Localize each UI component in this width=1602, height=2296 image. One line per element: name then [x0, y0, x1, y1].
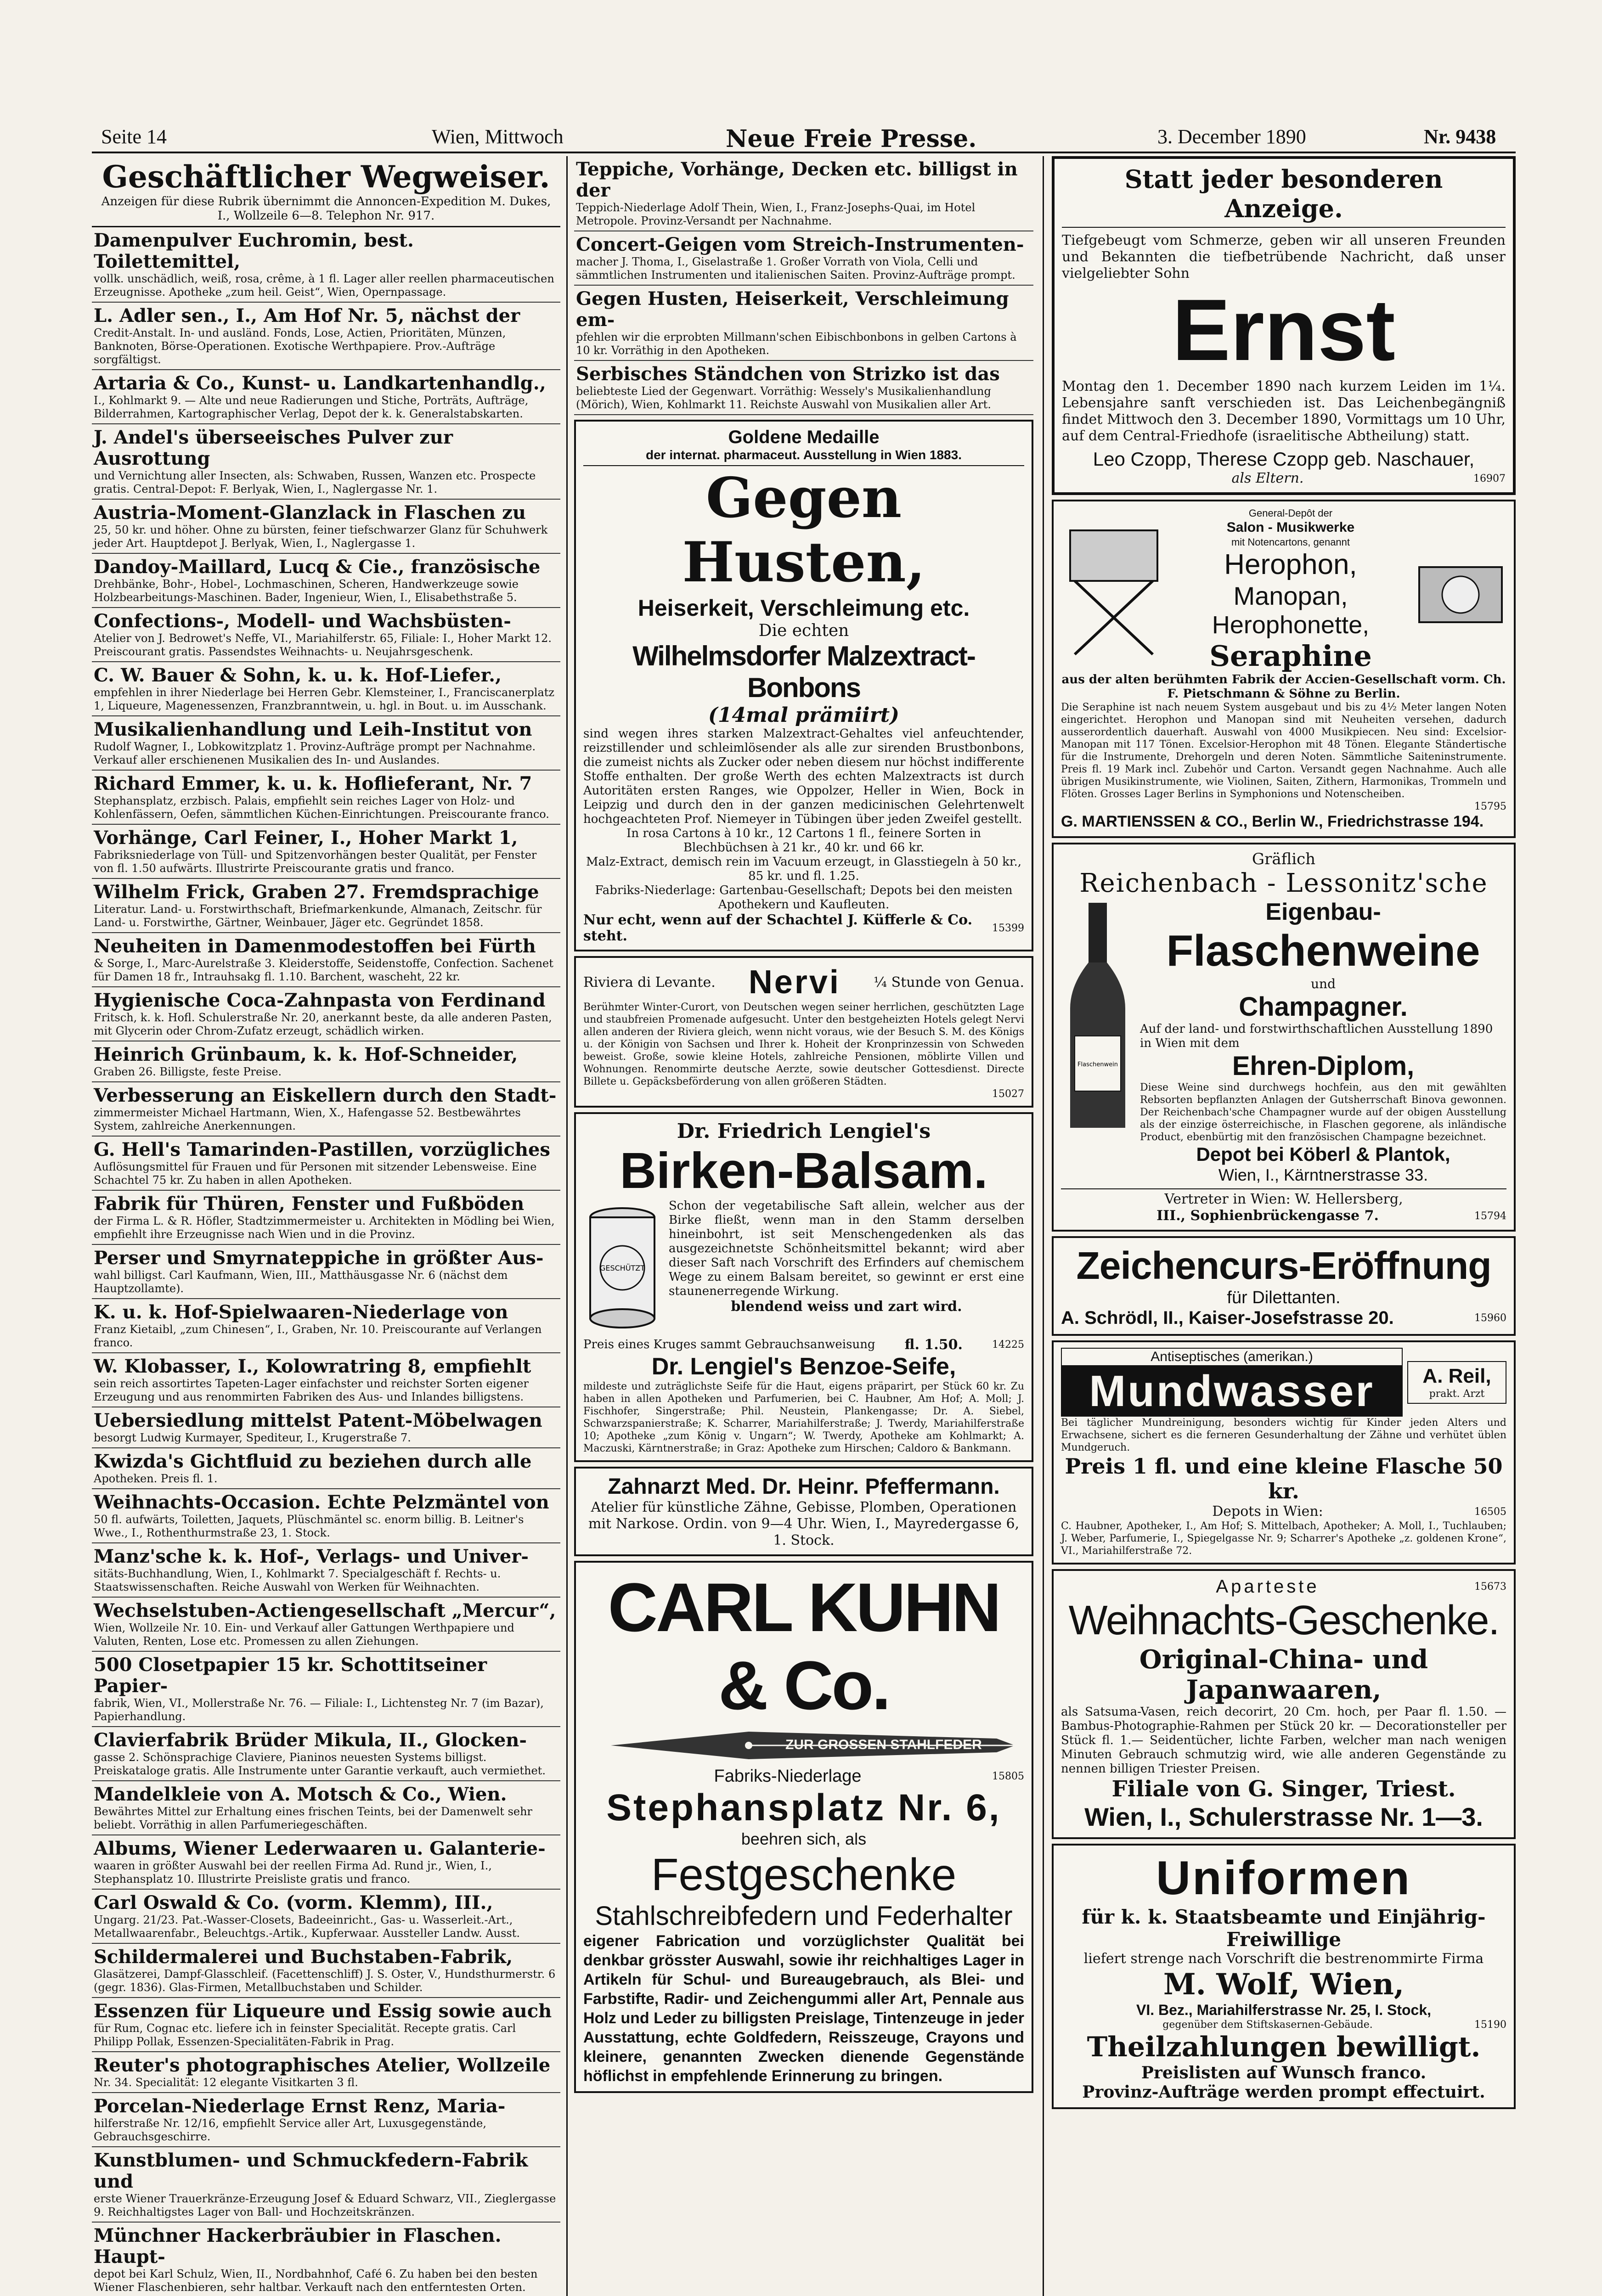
directory-entry: [92, 500, 560, 554]
benzoe-seife-body: mildeste und zuträglichste Seife für die Haut, eigens präparirt, per Stück 60 kr. Zu haben in allen Apotheken und Parfumerien, bei C. Haubner, Am Hof; A. Moll; J. Fischhofer, Singerstraße; Phil. Neustein, Plankengasse; Dr. A. Siebel, Schwarzspanierstraße; K. Scharrer, Mariahilferstraße; J. Twerdy, Mariahilferstraße 10; Apotheke „zum König v. Ungarn“; W. Twerdy, Apotheke am Kohlmarkt; A. Maczuski, Kärntnerstraße; in Graz: Apotheke zum Hirschen; Caldoro & Bankmann.: [583, 1381, 1024, 1454]
mund-name: Mundwasser: [1061, 1366, 1403, 1417]
kuhn-stahl: Stahlschreibfedern und Federhalter: [595, 1901, 1013, 1931]
directory-entry: [92, 1353, 560, 1407]
directory-entry: [92, 987, 560, 1041]
entry-heading: Manz'sche k. k. Hof-, Verlags- und Univer-: [94, 1546, 529, 1567]
wine-reichenbach: Reichenbach - Lessonitz'sche: [1079, 868, 1488, 898]
masthead: Neue Freie Presse.: [726, 125, 977, 153]
directory-entry: [92, 1727, 560, 1781]
directory-entry: [92, 1041, 560, 1082]
entry-heading: G. Hell's Tamarinden-Pastillen, vorzügliches: [94, 1139, 550, 1160]
birken-price-label: Preis eines Kruges sammt Gebrauchsanweisung: [583, 1338, 875, 1351]
entry-body: Apotheken. Preis fl. 1.: [94, 1472, 218, 1485]
ad-number: 15190: [1474, 2019, 1506, 2031]
wine-eigenbau: Eigenbau-: [1265, 899, 1381, 925]
uniformen-title: Uniformen: [1156, 1851, 1411, 1905]
directory-entry: [92, 1652, 560, 1727]
entry-body: 25, 50 kr. und höher. Ohne zu bürsten, feiner tiefschwarzer Glanz für Schuhwerk jeder Art. Hauptdepot J. Berlyak, Wien, I., Naglergasse 1.: [94, 523, 548, 550]
entry-heading: J. Andel's überseeisches Pulver zur Ausrottung: [94, 427, 453, 469]
instrument-herophon: Herophon,: [1224, 549, 1357, 580]
entry-heading: Uebersiedlung mittelst Patent-Möbelwagen: [94, 1410, 542, 1431]
entry-heading: Concert-Geigen vom Streich-Instrumenten-: [576, 234, 1024, 255]
carl-kuhn-ad: [574, 1561, 1033, 2093]
death-body: Tiefgebeugt vom Schmerze, geben wir all unseren Freunden und Bekannten die tiefbetrübende Nachricht, daß unser vielgeliebter Sohn: [1062, 232, 1506, 281]
small-ads-list: [574, 156, 1033, 415]
entry-heading: Perser und Smyrnateppiche in größter Aus-: [94, 1247, 544, 1269]
music-box-stand-icon: [1061, 521, 1167, 659]
entry-heading: Hygienische Coca-Zahnpasta von Ferdinand: [94, 990, 546, 1011]
directory-entry: [92, 303, 560, 370]
place-line: Wien, Mittwoch: [432, 125, 564, 148]
directory-entry: [92, 608, 560, 662]
weihn-title: Weihnachts-Geschenke.: [1068, 1598, 1499, 1643]
zeichen-fur: für Dilettanten.: [1227, 1288, 1341, 1307]
zeichencurs-ad: [1052, 1236, 1516, 1336]
kuhn-fabriks: Fabriks-Niederlage: [714, 1767, 862, 1786]
entry-heading: W. Klobasser, I., Kolowratring 8, empfiehlt: [94, 1356, 531, 1377]
issue-number: Nr. 9438: [1424, 125, 1496, 148]
wine-ad: [1052, 843, 1516, 1232]
column-directory: [92, 156, 560, 2296]
directory-entry: [574, 286, 1033, 361]
entry-heading: Richard Emmer, k. u. k. Hoflieferant, Nr. 7: [94, 773, 532, 794]
entry-heading: Teppiche, Vorhänge, Decken etc. billigst in der: [576, 158, 1018, 201]
entry-heading: L. Adler sen., I., Am Hof Nr. 5, nächst der: [94, 305, 520, 326]
kuhn-fest: Festgeschenke: [651, 1849, 957, 1900]
kuhn-body: eigener Fabrication und vorzüglichster Qualität bei denkbar grösster Auswahl, sowie ihr reichhaltiges Lager in Artikeln für Schul- und Bureaugebrauch, als Blei- und Farbstifte, Radir- und Zeichengummi aller Art, Pennale aus Holz und Leder zu billigsten Preislage, Tintenzeuge in jeder Ausstattung, echte Goldfedern, Reisszeuge, Crayons und kleinere, genannten Zwecken dienende Gegenstände höflichst in empfehlende Erinnerung zu bringen.: [583, 1932, 1024, 2085]
entry-body: Fabriksniederlage von Tüll- und Spitzenvorhängen bester Qualität, per Fenster von fl. 1.50 aufwärts. Illustrirte Preiscourante gratis und franco.: [94, 849, 537, 875]
nervi-name: Nervi: [748, 964, 840, 1001]
wine-vertreter: Vertreter in Wien: W. Hellersberg,: [1061, 1188, 1506, 1208]
directory-list: [92, 227, 560, 2296]
birken-title: Birken-Balsam.: [620, 1142, 988, 1199]
directory-entry: [92, 1489, 560, 1543]
directory-entry: [92, 2093, 560, 2147]
uniformen-body: liefert strenge nach Vorschrift die bestrenommirte Firma: [1083, 1951, 1484, 1967]
column-right: [1052, 156, 1516, 2296]
entry-heading: Kunstblumen- und Schmuckfedern-Fabrik und: [94, 2150, 528, 2192]
directory-entry: [92, 825, 560, 879]
instrument-manopan: Manopan,: [1233, 581, 1348, 610]
mund-body: Bei täglicher Mundreinigung, besonders wichtig für Kinder jeden Alters und Erwachsene, sichert es die ferneren Gesunderhaltung der Zähne und verhütet üblen Mundgeruch.: [1061, 1417, 1506, 1453]
death-name: Ernst: [1172, 281, 1395, 379]
wine-addr: Wien, I., Kärntnerstrasse 33.: [1218, 1165, 1428, 1184]
mund-list: C. Haubner, Apotheker, I., Am Hof; S. Mittelbach, Apotheker; A. Moll, I., Tuchlauben; J. Weber, Parfumerie, I., Spiegelgasse Nr. 9; Scharrer's Apotheke „z. goldenen Krone“, VI., Mariahilferstraße 72.: [1061, 1520, 1506, 1557]
wine-bottle-icon: [1061, 898, 1134, 1137]
directory-entry: [92, 1781, 560, 1835]
entry-body: Fritsch, k. k. Hofl. Schulerstraße Nr. 20, anerkannt beste, da alle anderen Pasten, mit Glycerin oder Chrom-Zufatz erzeugt, schädlich wirken.: [94, 1011, 552, 1037]
directory-entry: [92, 771, 560, 825]
malz-fabrik: Fabriks-Niederlage: Gartenbau-Gesellschaft; Depots bei den meisten Apothekern und Kaufleuten.: [595, 884, 1013, 912]
mund-firm: A. Reil,: [1422, 1364, 1491, 1387]
entry-heading: C. W. Bauer & Sohn, k. u. k. Hof-Liefer.,: [94, 664, 502, 686]
kuhn-name: CARL KUHN & Co.: [608, 1569, 1000, 1724]
kuhn-ribbon: ZUR GROSSEN STAHLFEDER: [785, 1737, 982, 1752]
entry-body: beliebteste Lied der Gegenwart. Vorräthig: Wessely's Musikalienhandlung (Mörich), Wien, Kohlmarkt 11. Reichste Auswahl von Musikalien aller Art.: [576, 385, 991, 411]
entry-heading: Musikalienhandlung und Leih-Institut von: [94, 719, 532, 740]
directory-entry: [92, 424, 560, 500]
entry-body: Atelier von J. Bedrowet's Neffe, VI., Mariahilferstr. 65, Filiale: I., Hoher Markt 12. Preiscourant gratis. Passendstes Weihnachts- u. Neujahrsgeschenk.: [94, 632, 552, 658]
directory-entry: [92, 1890, 560, 1944]
mund-firm-sub: prakt. Arzt: [1429, 1388, 1485, 1400]
ad-number: 15960: [1474, 1312, 1506, 1324]
mund-depots: Depots in Wien:: [1212, 1503, 1323, 1519]
directory-entry: [92, 2052, 560, 2093]
wine-diplom: Ehren-Diplom,: [1232, 1051, 1415, 1081]
uniformen-provinz: Provinz-Aufträge werden prompt effectuirt.: [1082, 2082, 1485, 2102]
entry-heading: Porcelan-Niederlage Ernst Renz, Maria-: [94, 2095, 506, 2117]
death-notice: [1052, 156, 1516, 495]
entry-body: erste Wiener Trauerkränze-Erzeugung Josef & Eduard Schwarz, VII., Zieglergasse 9. Reichhaltigstes Lager von Ball- und Hochzeitskränzen.: [94, 2192, 556, 2218]
column-middle: [574, 156, 1033, 2296]
weihn-sub: Original-China- und Japanwaaren,: [1139, 1644, 1428, 1705]
uniformen-sub1: für k. k. Staatsbeamte und Einjährig-: [1082, 1906, 1486, 1928]
uniformen-preis: Preislisten auf Wunsch franco.: [1141, 2063, 1427, 2082]
death-body2: Montag den 1. December 1890 nach kurzem Leiden im 1¼. Lebensjahre sanft verschieden ist. Das Leichenbegängniß findet Mittwoch den 3. December 1890, Vormittags um 10 Uhr, auf dem Central-Friedhofe (israelitische Abtheilung) statt.: [1062, 378, 1506, 444]
directory-entry: [92, 1835, 560, 1890]
bottle-label: Flaschenwein: [1077, 1061, 1118, 1068]
malz-body: sind wegen ihres starken Malzextract-Gehaltes viel anfeuchtender, reizstillender und schleimlösender als alle zur sirenden Brustbonbons, die zumeist nichts als Zucker oder neben diesem nur höchst indifferente Stoffe enthalten. Der große Werth des echten Malzextracts ist durch Autoritäten ersten Ranges, wie Oppolzer, Heller in Wien, Bock in Leipzig und durch den in der ganzen medicinischen Gelehrtenwelt hochgeachteten Prof. Niemeyer in Tübingen über jeden Zweifel gestellt.: [583, 727, 1024, 826]
directory-entry: [92, 879, 560, 933]
entry-heading: Confections-, Modell- und Wachsbüsten-: [94, 610, 511, 632]
weihnachts-ad: [1052, 1569, 1516, 1839]
musik-body: Die Seraphine ist nach neuem System ausgebaut und bis zu 4½ Meter langen Noten eingerichtet. Herophon und Manopan sind mit Neuheiten versehen, dadurch ausserordentlich dauerhaft. Auswahl von 4000 Musikpiecen. Neu sind: Excelsior-Manopan mit 117 Tönen. Excelsior-Herophon mit 48 Tönen. Elegante Ständertische für die Instrumente, Drehorgeln und deren Noten. Sämmtliche Saiteninstrumente. Preis fl. 19 Mark incl. Zubehör und Carton. Versandt gegen Nachnahme. Auch alle übrigen Musikinstrumente, wie Violinen, Saiten, Zithern, Harmonikas, Trommeln und Flöten. Grosses Lager Berlins in Symphonions und Notenscheiben.: [1061, 702, 1506, 800]
directory-entry: [92, 1082, 560, 1137]
directory-entry: [92, 370, 560, 424]
entry-body: empfehlen in ihrer Niederlage bei Herren Gebr. Klemsteiner, I., Franciscanerplatz 1, Liqueure, Magenessenzen, Franzbranntwein, u. hgl. in Bout. u. im Ausschank.: [94, 686, 555, 712]
uniformen-opp: gegenüber dem Stiftskasernen-Gebäude.: [1162, 2019, 1373, 2031]
wine-flaschenweine: Flaschenweine: [1166, 926, 1480, 975]
entry-heading: Heinrich Grünbaum, k. k. Hof-Schneider,: [94, 1044, 518, 1065]
ad-number: 16505: [1474, 1506, 1506, 1518]
depot-label: General-Depôt der: [1248, 507, 1333, 519]
column-rule: [1043, 156, 1044, 2296]
directory-intro: Anzeigen für diese Rubrik übernimmt die Annoncen-Expedition M. Dukes, I., Wollzeile 6—8. Telephon Nr. 917.: [92, 195, 560, 227]
weihn-body: als Satsuma-Vasen, reich decorirt, 20 Cm. hoch, per Paar fl. 1.50. — Bambus-Photographie-Rahmen per Stück 20 kr. — Decorationsteller per Stück fl. 1.— Seidentücher, lichte Farben, welcher man nach wenigen Minuten Gebrauch schmutzig wird, wie alle anderen Gegenstände zu nennen billigen Triester Preisen.: [1061, 1705, 1506, 1776]
directory-entry: [92, 933, 560, 987]
directory-entry: [92, 1191, 560, 1245]
entry-body: fabrik, Wien, VI., Mollerstraße Nr. 76. — Filiale: I., Lichtensteg Nr. 7 (im Bazar), Papierhandlung.: [94, 1697, 544, 1723]
entry-heading: Clavierfabrik Brüder Mikula, II., Glocken-: [94, 1729, 527, 1751]
malz-award: (14mal prämiirt): [708, 703, 899, 727]
malz-extract: Malz-Extract, demisch rein im Vacuum erzeugt, in Glasstiegeln à 50 kr., 85 kr. und fl. 1.25.: [586, 855, 1021, 883]
issue-date: 3. December 1890: [1157, 125, 1306, 148]
uniformen-firm: M. Wolf, Wien,: [1163, 1967, 1405, 2002]
entry-body: Glasätzerei, Dampf-Glasschleif. (Facettenschliff) J. S. Oster, V., Hundsthurmerstr. 6 (gegr. 1836). Glas-Firmen, Metallbuchstaben und Schilder.: [94, 1968, 556, 1994]
directory-entry: [92, 1998, 560, 2052]
death-header: Statt jeder besonderen Anzeige.: [1062, 164, 1506, 228]
ad-number: 15805: [992, 1771, 1024, 1782]
directory-entry: [92, 1598, 560, 1652]
death-als: als Eltern.: [1231, 470, 1304, 486]
entry-heading: Verbesserung an Eiskellern durch den Stadt-: [94, 1085, 557, 1106]
entry-body: sitäts-Buchhandlung, Wien, I., Kohlmarkt 7. Specialgeschäft f. Rechts- u. Staatswissenschaften. Reiche Auswahl von Werken für Weihnachten.: [94, 1567, 501, 1593]
instrument-herophonette: Herophonette,: [1212, 611, 1370, 639]
entry-heading: Reuter's photographisches Atelier, Wollzeile: [94, 2054, 551, 2076]
directory-entry: [574, 156, 1033, 231]
entry-heading: Weihnachts-Occasion. Echte Pelzmäntel von: [94, 1491, 549, 1513]
entry-body: Wien, Wollzeile Nr. 10. Ein- und Verkauf aller Gattungen Werthpapiere und Valuten, Renten, Lose etc. Promessen zu allen Ziehungen.: [94, 1621, 514, 1648]
wine-depot: Depot bei Köberl & Plantok,: [1196, 1143, 1450, 1165]
nervi-ad: [574, 956, 1033, 1108]
wine-body2: Diese Weine sind durchwegs hochfein, aus den mit gewählten Rebsorten bepflanzten Anlagen der Gutsherrschaft Binova gewonnen. Der Reichenbach'sche Champagner wurde auf der obigen Ausstellung als der einzige österreichische, in Flaschen gegorene, als inländische Product, ebenbürtig mit den französischen Champagne bezeichnet.: [1140, 1082, 1506, 1143]
wine-body: Auf der land- und forstwirthschaftlichen Ausstellung 1890 in Wien mit dem: [1140, 1022, 1493, 1050]
entry-body: Drehbänke, Bohr-, Hobel-, Lochmaschinen, Scheren, Handwerkzeuge sowie Holzbearbeitungs-Maschinen. Bader, Ingenieur, Wien, I., Elisabethstraße 5.: [94, 578, 519, 604]
page-header: [92, 119, 1516, 153]
malz-headline: Gegen Husten,: [682, 466, 925, 595]
nervi-body: Berühmter Winter-Curort, von Deutschen wegen seiner herrlichen, geschützten Lage und staubfreien Promenade aufgesucht. Unter den bestgeheizten Hotels gelegt Nervi allen anderen der Riviera gleich, wenn nicht voraus, wie der Besuch S. M. des Königs u. der Königin von Sachsen und Ihrer k. Hoheit der Kronprinzessin von Schweden beweist. Große, sowie kleine Hotels, zahlreiche Pensionen, möblirte Villen und Wohnungen. Renommirte deutsche Aerzte, sowie deutscher Gottesdienst. Directe Billete u. Gepäcksbeförderung von allen größeren Städten.: [583, 1002, 1024, 1087]
entry-heading: Austria-Moment-Glanzlack in Flaschen zu: [94, 502, 526, 523]
nervi-tail: ¼ Stunde von Genua.: [873, 974, 1024, 990]
page-number: Seite 14: [101, 125, 167, 148]
entry-body: für Rum, Cognac etc. liefere ich in feinster Specialität. Recepte gratis. Carl Philipp Pollak, Essenzen-Specialitäten-Fabrik in Prag.: [94, 2022, 516, 2048]
mund-price: Preis 1 fl. und eine kleine Flasche 50 kr.: [1065, 1454, 1503, 1503]
directory-entry: [92, 1944, 560, 1998]
mundwasser-ad: [1052, 1340, 1516, 1564]
musik-firm: G. MARTIENSSEN & CO., Berlin W., Friedrichstrasse 194.: [1061, 813, 1484, 830]
weihn-filiale: Filiale von G. Singer, Triest.: [1111, 1776, 1456, 1802]
entry-body: zimmermeister Michael Hartmann, Wien, X., Hafengasse 52. Bestbewährtes System, zahlreiche Anerkennungen.: [94, 1106, 521, 1132]
entry-body: 50 fl. aufwärts, Toiletten, Jaquets, Plüschmäntel sc. enorm billig. B. Leitner's Wwe., I., Rothenthurmstraße 23, 1. Stock.: [94, 1513, 524, 1539]
balsam-jar-icon: [583, 1199, 661, 1337]
music-box-icon: [1415, 544, 1506, 636]
ad-number: 14225: [992, 1339, 1024, 1351]
entry-body: besorgt Ludwig Kurmayer, Spediteur, I., Krugerstraße 7.: [94, 1431, 411, 1444]
ad-number: 15027: [992, 1088, 1024, 1100]
entry-body: wahl billigst. Carl Kaufmann, Wien, III., Matthäusgasse Nr. 6 (nächst dem Hauptzollamte).: [94, 1269, 508, 1295]
zahnarzt-body: Atelier für künstliche Zähne, Gebisse, Plomben, Operationen mit Narkose. Ordin. von 9—4 Uhr. Wien, I., Mayredergasse 6, 1. Stock.: [588, 1499, 1020, 1548]
entry-body: depot bei Karl Schulz, Wien, II., Nordbahnhof, Café 6. Zu haben bei den besten Wiener Flaschenbieren, sehr haltbar. Verkauft nach den entferntesten Orten.: [94, 2268, 538, 2294]
directory-entry: [92, 662, 560, 716]
entry-body: waaren in größter Auswahl bei der reellen Firma Ad. Rund jr., Wien, I., Stephansplatz 10. Illustrirte Preisliste gratis und franco.: [94, 1859, 492, 1885]
musikwerke-ad: [1052, 500, 1516, 838]
directory-entry: [574, 231, 1033, 286]
entry-heading: Albums, Wiener Lederwaaren u. Galanterie-: [94, 1838, 546, 1859]
directory-title: Geschäftlicher Wegweiser.: [102, 159, 550, 195]
directory-entry: [92, 1448, 560, 1489]
salon-label: Salon - Musikwerke: [1226, 520, 1355, 535]
entry-heading: Wilhelm Frick, Graben 27. Fremdsprachige: [94, 881, 539, 903]
entry-body: Teppich-Niederlage Adolf Thein, Wien, I., Franz-Josephs-Quai, im Hotel Metropole. Provinz-Versandt per Nachnahme.: [576, 201, 976, 227]
zahnarzt-title: Zahnarzt Med. Dr. Heinr. Pfeffermann.: [608, 1474, 1000, 1499]
entry-body: pfehlen wir die erprobten Millmann'schen Eibischbonbons in gelben Cartons à 10 kr. Vorräthig in den Apotheken.: [576, 331, 1017, 357]
benzoe-seife-title: Dr. Lengiel's Benzoe-Seife,: [651, 1353, 956, 1380]
directory-entry: [92, 1407, 560, 1448]
directory-entry: [92, 1299, 560, 1353]
entry-heading: Carl Oswald & Co. (vorm. Klemm), III.,: [94, 1892, 493, 1913]
jar-label: GESCHÜTZT: [599, 1264, 645, 1272]
malz-echten: Die echten: [758, 621, 849, 640]
birken-author: Dr. Friedrich Lengiel's: [677, 1120, 931, 1143]
zeichen-title: Zeichencurs-Eröffnung: [1076, 1244, 1491, 1287]
birken-bold: blendend weiss und zart wird.: [731, 1299, 962, 1315]
entry-heading: Neuheiten in Damenmodestoffen bei Fürth: [94, 935, 536, 957]
entry-body: Auflösungsmittel für Frauen und für Personen mit sitzender Lebensweise. Eine Schachtel 75 kr. Zu haben in allen Apotheken.: [94, 1160, 537, 1187]
entry-body: und Vernichtung aller Insecten, als: Schwaben, Russen, Wanzen etc. Prospecte gratis. Central-Depot: F. Berlyak, Wien, I., Naglergasse Nr. 1.: [94, 469, 536, 495]
ad-number: 15399: [992, 922, 1024, 934]
mit-label: mit Notencartons, genannt: [1231, 536, 1350, 548]
directory-entry: [574, 361, 1033, 415]
uniformen-address: VI. Bez., Mariahilferstrasse Nr. 25, I. Stock,: [1136, 2002, 1432, 2018]
malz-only-genuine: Nur echt, wenn auf der Schachtel J. Küfferle & Co. steht.: [583, 912, 973, 944]
malz-sub: Heiserkeit, Verschleimung etc.: [637, 595, 970, 621]
uniformen-theil: Theilzahlungen bewilligt.: [1087, 2031, 1481, 2063]
wine-vaddr: III., Sophienbrückengasse 7.: [1156, 1208, 1379, 1224]
kuhn-address: Stephansplatz Nr. 6,: [606, 1787, 1001, 1829]
entry-body: I., Kohlmarkt 9. — Alte und neue Radierungen und Stiche, Porträts, Aufträge, Bilderrahmen, Kartographischer Verlag, Depot der k. k. Generalstabskarten.: [94, 394, 529, 420]
ad-number: 16907: [1473, 473, 1506, 484]
directory-entry: [92, 1245, 560, 1299]
entry-heading: Vorhänge, Carl Feiner, I., Hoher Markt 1,: [94, 827, 518, 849]
entry-body: Franz Kietaibl, „zum Chinesen“, I., Graben, Nr. 10. Preiscourante auf Verlangen franco.: [94, 1323, 542, 1349]
wine-champagner: Champagner.: [1239, 992, 1408, 1022]
entry-heading: Mandelkleie von A. Motsch & Co., Wien.: [94, 1784, 507, 1805]
death-parents: Leo Czopp, Therese Czopp geb. Naschauer,: [1093, 448, 1475, 470]
wine-graflich: Gräflich: [1252, 850, 1316, 868]
directory-entry: [92, 2147, 560, 2223]
entry-body: Graben 26. Billigste, feste Preise.: [94, 1065, 282, 1078]
entry-heading: Schildermalerei und Buchstaben-Fabrik,: [94, 1946, 513, 1968]
directory-entry: [92, 554, 560, 608]
medal-sub: der internat. pharmaceut. Ausstellung in Wien 1883.: [583, 448, 1024, 466]
birken-price: fl. 1.50.: [904, 1337, 963, 1353]
malz-price: In rosa Cartons à 10 kr., 12 Cartons 1 fl., feinere Sorten in Blechbüchsen à 21 kr., 40 kr. und 66 kr.: [626, 827, 981, 855]
entry-heading: 500 Closetpapier 15 kr. Schottitseiner Papier-: [94, 1654, 487, 1697]
entry-body: gasse 2. Schönsprachige Claviere, Pianinos neuesten Systems billigst. Preiskataloge gratis. Alle Instrumente unter Garantie verkauft, auch vermiethet.: [94, 1751, 546, 1777]
entry-body: Ungarg. 21/23. Pat.-Wasser-Closets, Badeeinricht., Gas- u. Wasserleit.-Art., Metallwaarenfabr., Beleuchtgs.-Artik., Kupferwaar. Aussteller Landw. Ausst.: [94, 1913, 520, 1940]
entry-heading: Dandoy-Maillard, Lucq & Cie., französische: [94, 556, 541, 578]
weihn-address: Wien, I., Schulerstrasse Nr. 1—3.: [1084, 1802, 1483, 1831]
entry-heading: Fabrik für Thüren, Fenster und Fußböden: [94, 1193, 525, 1215]
mund-top: Antiseptisches (amerikan.): [1061, 1348, 1403, 1366]
entry-body: der Firma L. & R. Höfler, Stadtzimmermeister u. Architekten in Mödling bei Wien, empfiehlt ihre Erzeugnisse nach Wien und in die Provinz.: [94, 1215, 555, 1241]
directory-entry: [92, 2223, 560, 2296]
entry-heading: Artaria & Co., Kunst- u. Landkartenhandlg.,: [94, 372, 546, 394]
entry-body: vollk. unschädlich, weiß, rosa, crême, à 1 fl. Lager aller reellen pharmaceutischen Erzeugnisse. Apotheke „zum heil. Geist“, Wien, Opernpassage.: [94, 272, 554, 298]
medal-title: Goldene Medaille: [728, 427, 880, 447]
malzextract-ad: [574, 420, 1033, 951]
entry-body: hilferstraße Nr. 12/16, empfiehlt Service aller Art, Luxusgegenstände, Gebrauchsgeschirre.: [94, 2117, 486, 2143]
zeichen-firm: A. Schrödl, II., Kaiser-Josefstrasse 20.: [1061, 1308, 1394, 1328]
birken-balsam-ad: [574, 1112, 1033, 1462]
entry-heading: Gegen Husten, Heiserkeit, Verschleimung em-: [576, 288, 1009, 331]
directory-entry: [92, 227, 560, 303]
nervi-lead: Riviera di Levante.: [583, 974, 716, 990]
birken-body: Schon der vegetabilische Saft allein, welcher aus der Birke fließt, wenn man in den Stamm derselben hineinbohrt, ist seit Menschengedenken als das ausgezeichnetste Schönheitsmittel bekannt; wird aber dieser Saft nach Vorschrift des Erfinders auf chemischem Wege zu einem Balsam bereitet, so gewinnt er erst eine staunenerregende Wirkung.: [669, 1199, 1024, 1298]
musik-from: aus der alten berühmten Fabrik der Accien-Gesellschaft vorm. Ch. F. Pietschmann & Söhne zu Berlin.: [1061, 673, 1506, 701]
malz-product: Wilhelmsdorfer Malzextract-Bonbons: [632, 641, 975, 703]
entry-body: Bewährtes Mittel zur Erhaltung eines frischen Teints, bei der Damenwelt sehr beliebt. Vorräthig in allen Parfumeriegeschäften.: [94, 1805, 533, 1831]
kuhn-beehren: beehren sich, als: [741, 1829, 867, 1848]
ad-number: 15794: [1474, 1210, 1506, 1222]
directory-entry: [92, 716, 560, 771]
weihn-aparteste: Aparteste: [1216, 1576, 1320, 1597]
directory-entry: [92, 1543, 560, 1598]
wine-und: und: [1311, 976, 1336, 991]
entry-heading: Wechselstuben-Actiengesellschaft „Mercur“,: [94, 1600, 556, 1621]
column-rule: [566, 156, 568, 2296]
entry-body: sein reich assortirtes Tapeten-Lager einfachster und reichster Sorten eigener Erzeugung und aus renommirten Fabriken des Aus- und Inlandes billigstens.: [94, 1377, 529, 1403]
entry-heading: Serbisches Ständchen von Strizko ist das: [576, 363, 1000, 385]
entry-body: Stephansplatz, erzbisch. Palais, empfiehlt sein reiches Lager von Holz- und Kohlenfässern, Oefen, sämmtlichen Küchen-Einrichtungen. Preiscourante franco.: [94, 794, 549, 821]
zahnarzt-ad: [574, 1467, 1033, 1556]
entry-body: Credit-Anstalt. In- und ausländ. Fonds, Lose, Actien, Prioritäten, Münzen, Banknoten, Börse-Operationen. Exotische Werthpapiere. Prov.-Aufträge sorgfältigst.: [94, 326, 506, 366]
instrument-seraphine: Seraphine: [1209, 639, 1372, 673]
entry-heading: Essenzen für Liqueure und Essig sowie auch: [94, 2000, 552, 2022]
uniformen-ad: [1052, 1844, 1516, 2109]
ad-number: 15673: [1474, 1581, 1506, 1593]
directory-entry: [92, 1137, 560, 1191]
entry-body: macher J. Thoma, I., Giselastraße 1. Großer Vorrath von Viola, Celli und sämmtlichen Instrumenten und italienischen Saiten. Provinz-Aufträge prompt.: [576, 255, 1015, 281]
entry-heading: Damenpulver Euchromin, best. Toilettemittel,: [94, 230, 414, 272]
entry-body: Nr. 34. Specialität: 12 elegante Visitkarten 3 fl.: [94, 2076, 358, 2089]
entry-body: Rudolf Wagner, I., Lobkowitzplatz 1. Provinz-Aufträge prompt per Nachnahme. Verkauf aller erschienenen Musikalien des In- und Auslandes.: [94, 740, 536, 766]
entry-body: & Sorge, I., Marc-Aurelstraße 3. Kleiderstoffe, Seidenstoffe, Confection. Sachenet für Damen 18 fr., Intrauhsakg fl. 1.10. Barchent, wascheht, 22 kr.: [94, 957, 553, 983]
uniformen-sub2: Freiwillige: [1226, 1928, 1341, 1951]
entry-heading: Münchner Hackerbräubier in Flaschen. Haupt-: [94, 2225, 502, 2268]
ad-number: 15795: [1474, 801, 1506, 812]
entry-heading: Kwizda's Gichtfluid zu beziehen durch alle: [94, 1451, 532, 1472]
entry-heading: K. u. k. Hof-Spielwaaren-Niederlage von: [94, 1301, 508, 1323]
entry-body: Literatur. Land- u. Forstwirthschaft, Briefmarkenkunde, Almanach, Zeitschr. für Land- u. Forstwirthe, Gärtner, Weinbauer, Jäger etc. Gegründet 1858.: [94, 903, 542, 929]
